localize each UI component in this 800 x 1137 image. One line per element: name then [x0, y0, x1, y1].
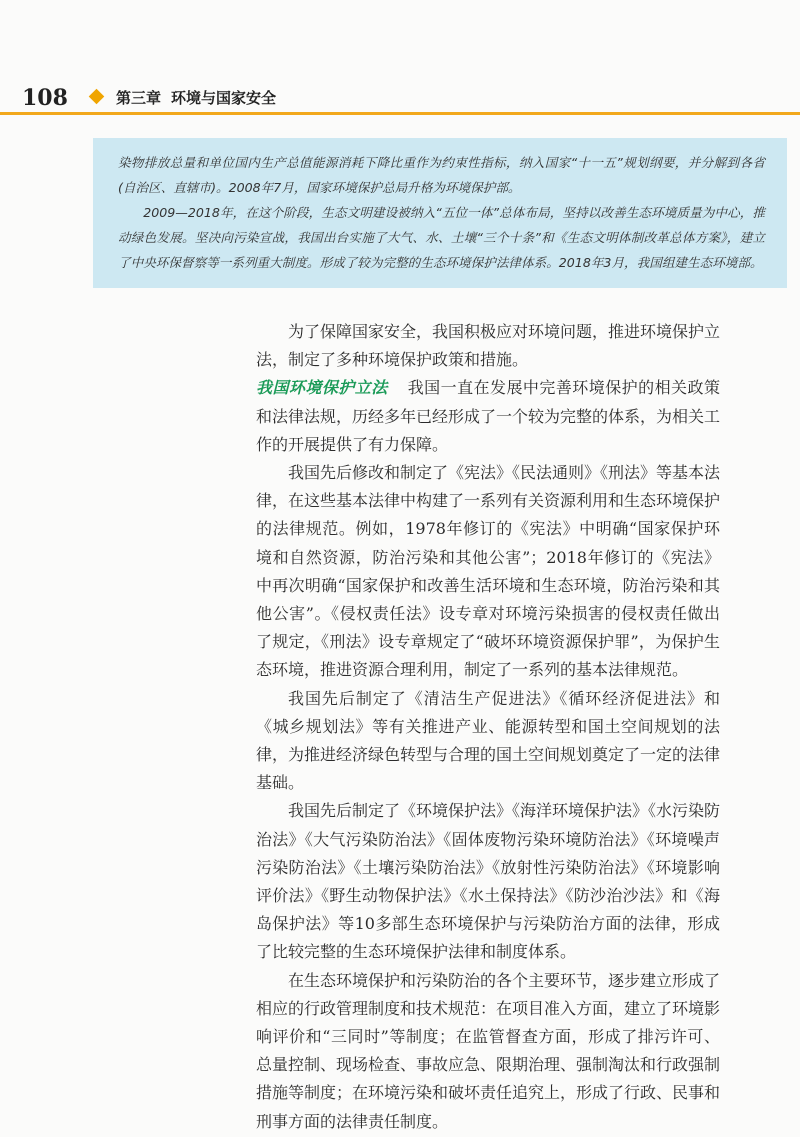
main-body-text [256, 318, 720, 1136]
section-title: 我国环境保护立法 [256, 378, 388, 398]
header-rule [0, 112, 800, 115]
page-number: 108 [22, 85, 68, 111]
body-paragraph-3: 我国先后制定了《清洁生产促进法》《循环经济促进法》和《城乡规划法》等有关推进产业、能源转型和国土空间规划的法律，为推进经济绿色转型与合理的国土空间规划奠定了一定的法律基础。 [256, 688, 721, 793]
diamond-icon [89, 89, 105, 105]
chapter-label: 第三章 [116, 89, 162, 107]
callout-paragraph-1: 染物排放总量和单位国内生产总值能源消耗下降比重作为约束性指标，纳入国家“十一五”规划纲要，并分解到各省(自治区、直辖市)。2008年7月，国家环境保护总局升格为环境保护部。 [118, 155, 765, 195]
intro-paragraph: 为了保障国家安全，我国积极应对环境问题，推进环境保护立法，制定了多种环境保护政策和措施。 [256, 322, 721, 370]
chapter-heading [116, 87, 276, 108]
body-paragraph-4: 我国先后制定了《环境保护法》《海洋环境保护法》《水污染防治法》《大气污染防治法》《固体废物污染环境防治法》《环境噪声污染防治法》《土壤污染防治法》《放射性污染防治法》《环境影响评价法》《野生动物保护法》《水土保持法》《防沙治沙法》和《海岛保护法》等10多部生态环境保护与污染防治方面的法律，形成了比较完整的生态环境保护法律和制度体系。 [256, 801, 721, 962]
page-header [0, 85, 800, 115]
section-paragraph [256, 374, 720, 459]
section-text: 我国一直在发展中完善环境保护的相关政策和法律法规，历经多年已经形成了一个较为完整的体系，为相关工作的开展提供了有力保障。 [256, 378, 721, 454]
callout-paragraph-2: 2009—2018年，在这个阶段，生态文明建设被纳入“五位一体”总体布局，坚持以改善生态环境质量为中心，推动绿色发展。坚决向污染宣战，我国出台实施了大气、水、土壤“三个十条”和《生态文明体制改革总体方案》，建立了中央环保督察等一系列重大制度。形成了较为完整的生态环境保护法律体系。2018年3月，我国组建生态环境部。 [118, 205, 765, 270]
body-paragraph-2: 我国先后修改和制定了《宪法》《民法通则》《刑法》等基本法律，在这些基本法律中构建了一系列有关资源利用和生态环境保护的法律规范。例如，1978年修订的《宪法》中明确“国家保护环境和自然资源，防治污染和其他公害”；2018年修订的《宪法》中再次明确“国家保护和改善生活环境和生态环境，防治污染和其他公害”。《侵权责任法》设专章对环境污染损害的侵权责任做出了规定，《刑法》设专章规定了“破坏环境资源保护罪”，为保护生态环境，推进资源合理利用，制定了一系列的基本法律规范。 [256, 463, 721, 680]
info-callout-box [93, 138, 787, 288]
chapter-title: 环境与国家安全 [171, 89, 277, 107]
body-paragraph-5: 在生态环境保护和污染防治的各个主要环节，逐步建立形成了相应的行政管理制度和技术规范：在项目准入方面，建立了环境影响评价和“三同时”等制度；在监管督查方面，形成了排污许可、总量控制、现场检查、事故应急、限期治理、强制淘汰和行政强制措施等制度；在环境污染和破坏责任追究上，形成了行政、民事和刑事方面的法律责任制度。 [256, 970, 721, 1131]
